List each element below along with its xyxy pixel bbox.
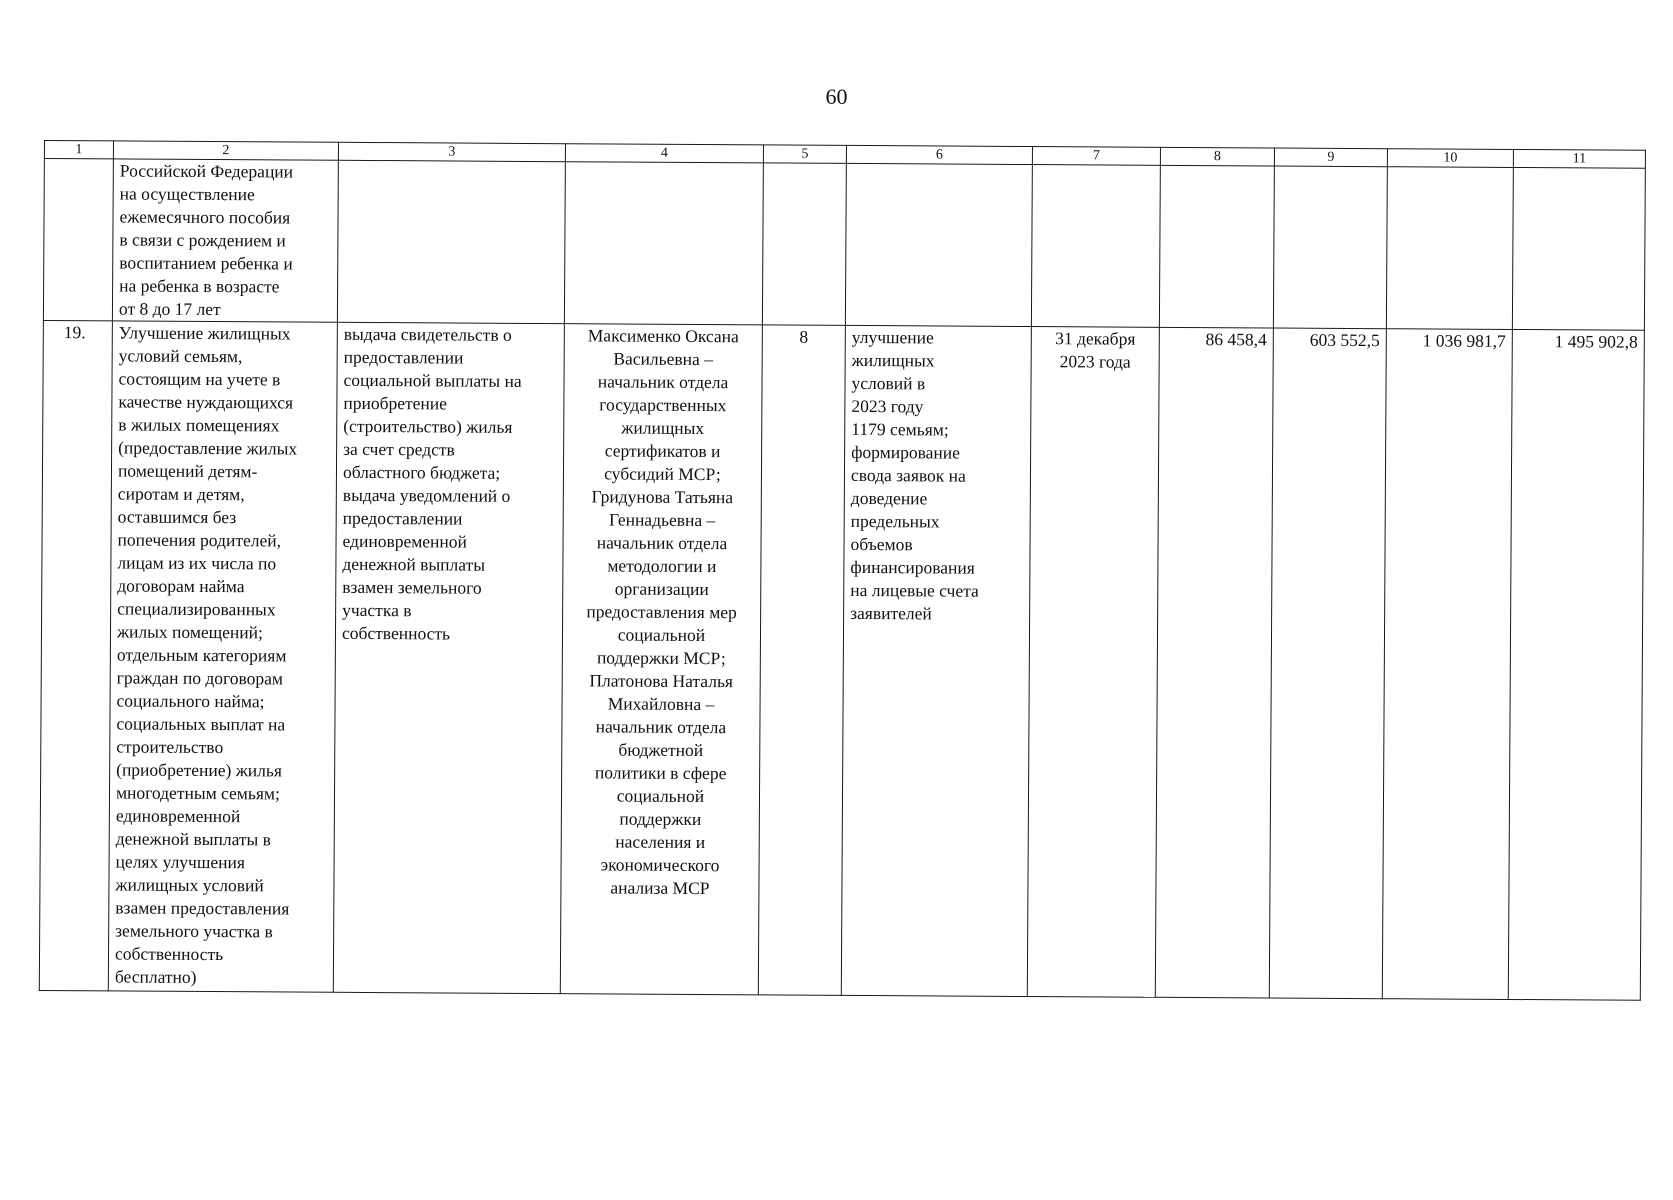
cell-line: взамен предоставления: [115, 897, 290, 919]
cell-line: Михайловна –: [607, 693, 715, 715]
cell-line: областного бюджета;: [342, 461, 501, 483]
cell-line: методологии и: [607, 555, 717, 577]
page-number: 60: [825, 84, 848, 109]
cell-line: качестве нуждающихся: [118, 391, 294, 413]
empty-cell: [1159, 165, 1274, 328]
cell-line: социальных выплат на: [116, 713, 286, 735]
cell-line: единовременной: [115, 805, 241, 827]
cell-line: свода заявок на: [850, 464, 966, 486]
cell-line: договорам найма: [117, 575, 245, 597]
cell-line: предельных: [850, 510, 940, 532]
cell-line: на осуществление: [119, 183, 255, 205]
cell-line: в связи с рождением и: [119, 229, 286, 251]
cell-line: Платонова Наталья: [589, 670, 734, 692]
cell-line: единовременной: [342, 530, 468, 552]
deadline: [1027, 327, 1159, 998]
cell-line: земельного участка в: [115, 920, 273, 942]
cell-line: взамен земельного: [342, 576, 482, 598]
column-number: 10: [1387, 149, 1513, 168]
cell-line: граждан по договорам: [116, 667, 284, 689]
column-number: 6: [846, 145, 1032, 164]
cell-line: социальной выплаты на: [343, 369, 522, 391]
cell-line: помещений детям-: [117, 460, 258, 482]
cell-line: Российской Федерации: [119, 160, 294, 182]
cell-line: политики в сфере: [594, 762, 727, 784]
column-number: 1: [44, 141, 113, 159]
empty-cell: [564, 162, 763, 325]
cell-line: жилищных: [851, 349, 935, 371]
cell-line: лицам из их числа по: [117, 552, 277, 574]
responsible-persons: [560, 324, 762, 995]
column-number: 5: [763, 145, 846, 164]
amount-cell: 1 036 981,7: [1382, 329, 1512, 1000]
cell-line: жилищных: [621, 417, 705, 439]
cell-line: бюджетной: [618, 739, 704, 761]
cell-line: денежной выплаты в: [115, 828, 272, 850]
cell-line: многодетным семьям;: [115, 782, 280, 804]
cell-line: 2023 года: [1059, 351, 1131, 372]
cell-line: Максименко Оксана: [587, 325, 739, 347]
cell-line: выдача уведомлений о: [342, 484, 511, 506]
cell-line: бесплатно): [114, 966, 197, 987]
cell-line: от 8 до 17 лет: [118, 298, 221, 320]
cell-line: Улучшение жилищных: [118, 322, 291, 344]
cell-line: условий семьям,: [118, 345, 243, 367]
cell-line: в жилых помещениях: [118, 414, 280, 436]
cell-line: воспитанием ребенка и: [119, 252, 293, 274]
cell-line: за счет средств: [343, 438, 455, 460]
column-number: 4: [565, 144, 763, 163]
cell-line: отдельным категориям: [116, 644, 287, 666]
cell-line: сиротам и детям,: [117, 483, 245, 505]
expected-result: [841, 325, 1031, 996]
cell-line: организации: [614, 578, 709, 600]
cell-line: начальник отдела: [596, 532, 728, 554]
cell-line: социального найма;: [116, 690, 265, 712]
event-name-continuation: [112, 159, 338, 322]
cell-line: социальной: [616, 785, 705, 807]
cell-line: на ребенка в возрасте: [119, 275, 280, 297]
cell-line: анализа МСР: [610, 877, 710, 899]
cell-line: объемов: [850, 533, 913, 555]
cell-line: жилых помещений;: [116, 621, 263, 643]
cell-line: собственность: [114, 943, 224, 965]
empty-cell: [1031, 165, 1160, 328]
column-number: 2: [113, 141, 338, 160]
row-number: 19.: [39, 320, 112, 990]
cell-line: выдача свидетельств о: [343, 323, 512, 345]
event-result: [333, 322, 564, 993]
cell-line: (строительство) жилья: [343, 415, 513, 437]
cell-line: условий в: [851, 372, 926, 394]
column-number: 3: [338, 142, 565, 161]
cell-line: финансирования: [850, 556, 975, 578]
cell-line: специализированных: [117, 598, 276, 620]
cell-line: целях улучшения: [115, 851, 245, 873]
cell-line: состоящим на учете в: [118, 368, 281, 390]
cell-line: заявителей: [850, 602, 932, 624]
cell-line: участка в: [342, 599, 412, 621]
cell-line: поддержки: [619, 808, 702, 830]
cell-line: на лицевые счета: [850, 579, 979, 601]
cell-line: предоставления мер: [586, 601, 737, 623]
column-number: 11: [1513, 149, 1645, 168]
cell-line: Геннадьевна –: [609, 509, 716, 531]
amount-cell: 603 552,5: [1269, 328, 1386, 999]
table-row: [39, 320, 1644, 1000]
cell-line: строительство: [116, 736, 224, 758]
cell-line: сертификатов и: [604, 440, 721, 462]
empty-cell: [845, 163, 1032, 326]
cell-line: формирование: [851, 441, 960, 463]
cell-line: доведение: [850, 487, 928, 509]
cell-line: улучшение: [851, 326, 934, 348]
column-number: 7: [1032, 147, 1160, 166]
empty-cell: [43, 159, 113, 321]
empty-cell: [1386, 167, 1513, 330]
column-number: 8: [1160, 147, 1274, 166]
plan-table: [39, 140, 1646, 1001]
cell-line: ежемесячного пособия: [119, 206, 291, 228]
cell-line: начальник отдела: [595, 716, 727, 738]
cell-line: экономического: [600, 854, 720, 876]
cell-line: социальной: [617, 624, 706, 646]
cell-line: 1179 семьям;: [851, 418, 949, 440]
cell-line: попечения родителей,: [117, 529, 282, 551]
cell-line: населения и: [615, 831, 706, 853]
empty-cell: [762, 163, 846, 326]
amount-cell: 86 458,4: [1155, 327, 1273, 998]
continuation-row: [43, 159, 1645, 331]
cell-line: поддержки МСР;: [596, 647, 726, 669]
cell-line: Гридунова Татьяна: [591, 486, 734, 508]
cell-line: (приобретение) жилья: [116, 759, 283, 781]
column-number: 9: [1274, 148, 1387, 167]
cell-line: государственных: [599, 394, 727, 416]
empty-cell: [1273, 166, 1387, 329]
cell-line: собственность: [341, 622, 451, 644]
cell-line: начальник отдела: [597, 371, 729, 393]
cell-line: предоставлении: [343, 346, 464, 368]
cell-line: жилищных условий: [115, 874, 264, 896]
event-name: [108, 321, 337, 992]
cell-line: 2023 году: [851, 395, 924, 417]
indicator-number: 8: [758, 325, 845, 995]
amount-total-cell: 1 495 902,8: [1508, 329, 1644, 1000]
cell-line: приобретение: [343, 392, 448, 414]
empty-cell: [337, 160, 565, 323]
empty-cell: [1512, 167, 1645, 330]
cell-line: 31 декабря: [1055, 328, 1136, 349]
cell-line: (предоставление жилых: [118, 437, 298, 459]
cell-line: Васильевна –: [613, 348, 714, 370]
cell-line: предоставлении: [342, 507, 463, 529]
cell-line: оставшимся без: [117, 506, 237, 528]
cell-line: денежной выплаты: [342, 553, 486, 575]
cell-line: субсидий МСР;: [604, 463, 721, 485]
